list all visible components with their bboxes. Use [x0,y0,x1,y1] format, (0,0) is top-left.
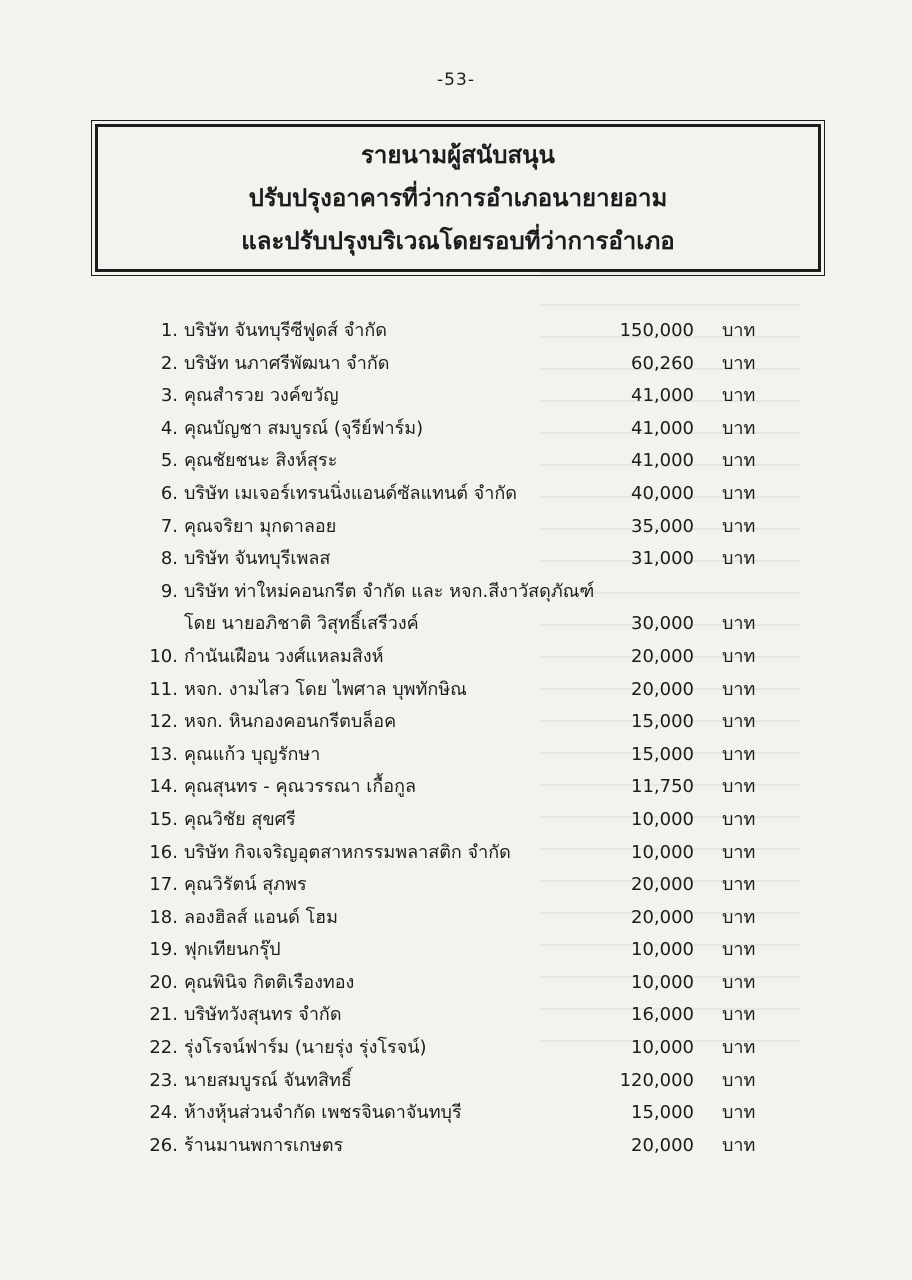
donor-name: ฟุกเทียนกรุ๊ป [184,939,281,961]
donor-name: คุณพินิจ กิตติเรืองทอง [184,971,355,993]
donor-row [0,1097,912,1130]
donor-row [0,1032,912,1065]
donor-amount: 41,000 [631,417,694,439]
donor-unit: บาท [722,808,756,830]
donor-name: ห้างหุ้นส่วนจำกัด เพชรจินดาจันทบุรี [184,1102,462,1124]
donor-row [0,934,912,967]
donor-amount: 11,750 [631,776,694,798]
donor-amount: 20,000 [631,906,694,928]
donor-number: 2. [160,352,178,374]
donor-row [0,706,912,739]
donor-number: 3. [160,385,178,407]
donor-amount: 41,000 [631,385,694,407]
donor-unit: บาท [722,320,756,341]
donor-amount: 15,000 [631,743,694,765]
donor-unit: บาท [722,743,756,765]
donor-unit: บาท [722,482,756,504]
donor-number: 10. [149,645,178,667]
donor-row [0,1130,912,1163]
donor-amount: 15,000 [631,711,694,733]
donor-row [0,511,912,544]
donor-row [0,348,912,381]
donor-amount: 31,000 [631,548,694,570]
donor-name: คุณชัยชนะ สิงห์สุระ [184,450,338,472]
donor-number: 1. [160,320,178,341]
donor-row [0,739,912,772]
donor-row [0,413,912,446]
donor-amount: 10,000 [631,1037,694,1059]
title-line-1: รายนามผู้สนับสนุน [361,140,555,169]
donor-unit: บาท [722,385,756,407]
donor-name: คุณแก้ว บุญรักษา [184,743,321,765]
donor-amount: 15,000 [631,1102,694,1124]
donor-unit: บาท [722,1037,756,1059]
donor-amount: 150,000 [619,320,694,341]
title-line-3: และปรับปรุงบริเวณโดยรอบที่ว่าการอำเภอ [241,226,675,255]
donor-number: 18. [149,906,178,928]
donor-amount: 40,000 [631,482,694,504]
donor-number: 4. [160,417,178,439]
donor-amount: 10,000 [631,808,694,830]
donor-number: 20. [149,971,178,993]
donor-name: บริษัท เมเจอร์เทรนนิ่งแอนด์ซัลแทนต์ จำกัด [184,482,517,504]
donor-unit: บาท [722,1069,756,1091]
donor-name: กำนันเฝือน วงศ์แหลมสิงห์ [184,645,384,667]
donor-number: 22. [149,1037,178,1059]
donor-name: บริษัท กิจเจริญอุตสาหกรรมพลาสติก จำกัด [184,841,511,863]
donor-row [0,445,912,478]
donor-unit: บาท [722,613,756,635]
donor-name: บริษัท จันทบุรีเพลส [184,548,331,570]
donor-row [0,902,912,935]
donor-row [0,608,912,641]
donor-unit: บาท [722,776,756,798]
donor-name: คุณจริยา มุกดาลอย [184,515,337,537]
donor-row [0,478,912,511]
donor-name: รุ่งโรจน์ฟาร์ม (นายรุ่ง รุ่งโรจน์) [184,1037,427,1059]
donor-row [0,869,912,902]
donor-number: 14. [149,776,178,798]
donor-number: 13. [149,743,178,765]
donor-name: บริษัทวังสุนทร จำกัด [184,1004,342,1026]
donor-number: 6. [160,482,178,504]
donor-name: ลองฮิลส์ แอนด์ โฮม [184,906,339,928]
donor-row [0,999,912,1032]
donor-name: บริษัท จันทบุรีซีฟูดส์ จำกัด [184,320,387,341]
donor-row [0,804,912,837]
donor-row [0,315,912,348]
title-line-2: ปรับปรุงอาคารที่ว่าการอำเภอนายายอาม [248,183,668,212]
donor-number: 19. [149,939,178,961]
donor-amount: 10,000 [631,939,694,961]
donor-amount: 60,260 [631,352,694,374]
donor-number: 7. [160,515,178,537]
donor-unit: บาท [722,515,756,537]
donor-amount: 41,000 [631,450,694,472]
donor-unit: บาท [722,1102,756,1124]
donor-amount: 35,000 [631,515,694,537]
donor-unit: บาท [722,645,756,667]
donor-amount: 120,000 [619,1069,694,1091]
donor-unit: บาท [722,352,756,374]
donor-name: หจก. หินกองคอนกรีตบล็อค [184,711,397,733]
donor-row [0,1065,912,1098]
donor-row [0,771,912,804]
donor-row [0,674,912,707]
donor-unit: บาท [722,874,756,896]
donor-name: คุณวิชัย สุขศรี [184,808,296,830]
donor-amount: 16,000 [631,1004,694,1026]
page-number: -53- [437,70,475,90]
donor-name: คุณสุนทร - คุณวรรณา เกื้อกูล [184,776,417,798]
donor-number: 23. [149,1069,178,1091]
donor-unit: บาท [722,841,756,863]
donor-number: 26. [149,1134,178,1156]
donor-unit: บาท [722,417,756,439]
donor-number: 5. [160,450,178,472]
donor-unit: บาท [722,1004,756,1026]
donor-amount: 30,000 [631,613,694,635]
donor-row [0,641,912,674]
donor-number: 15. [149,808,178,830]
donor-unit: บาท [722,1134,756,1156]
donor-name: คุณบัญชา สมบูรณ์ (จุรีย์ฟาร์ม) [184,417,424,439]
donor-unit: บาท [722,678,756,700]
donor-name: คุณสำรวย วงค์ขวัญ [184,385,339,407]
donor-row [0,576,912,609]
donor-number: 12. [149,711,178,733]
donor-name: คุณวิรัตน์ สุภพร [184,874,307,896]
donor-name: หจก. งามไสว โดย ไพศาล บุพทักษิณ [184,678,467,700]
donor-name: นายสมบูรณ์ จันทสิทธิ์ [184,1069,352,1091]
donor-row [0,543,912,576]
donor-row [0,837,912,870]
donor-number: 24. [149,1102,178,1124]
donor-list [0,315,912,1162]
donor-unit: บาท [722,450,756,472]
donor-number: 21. [149,1004,178,1026]
donor-row [0,380,912,413]
donor-name: บริษัท ท่าใหม่คอนกรีต จำกัด และ หจก.สีงาวัสดุภัณฑ์ [184,580,595,602]
donor-unit: บาท [722,971,756,993]
donor-amount: 20,000 [631,1134,694,1156]
donor-amount: 20,000 [631,678,694,700]
donor-unit: บาท [722,711,756,733]
donor-name: บริษัท นภาศรีพัฒนา จำกัด [184,352,390,374]
donor-amount: 10,000 [631,841,694,863]
donor-number: 9. [160,580,178,602]
donor-number: 16. [149,841,178,863]
title-box [95,124,821,272]
donor-unit: บาท [722,548,756,570]
donor-unit: บาท [722,939,756,961]
donor-amount: 10,000 [631,971,694,993]
donor-unit: บาท [722,906,756,928]
donor-number: 8. [160,548,178,570]
donor-name: ร้านมานพการเกษตร [184,1134,344,1156]
donor-amount: 20,000 [631,645,694,667]
donor-row [0,967,912,1000]
donor-name: โดย นายอภิชาติ วิสุทธิ์เสรีวงค์ [184,613,419,635]
donor-number: 17. [149,874,178,896]
donor-number: 11. [149,678,178,700]
donor-amount: 20,000 [631,874,694,896]
